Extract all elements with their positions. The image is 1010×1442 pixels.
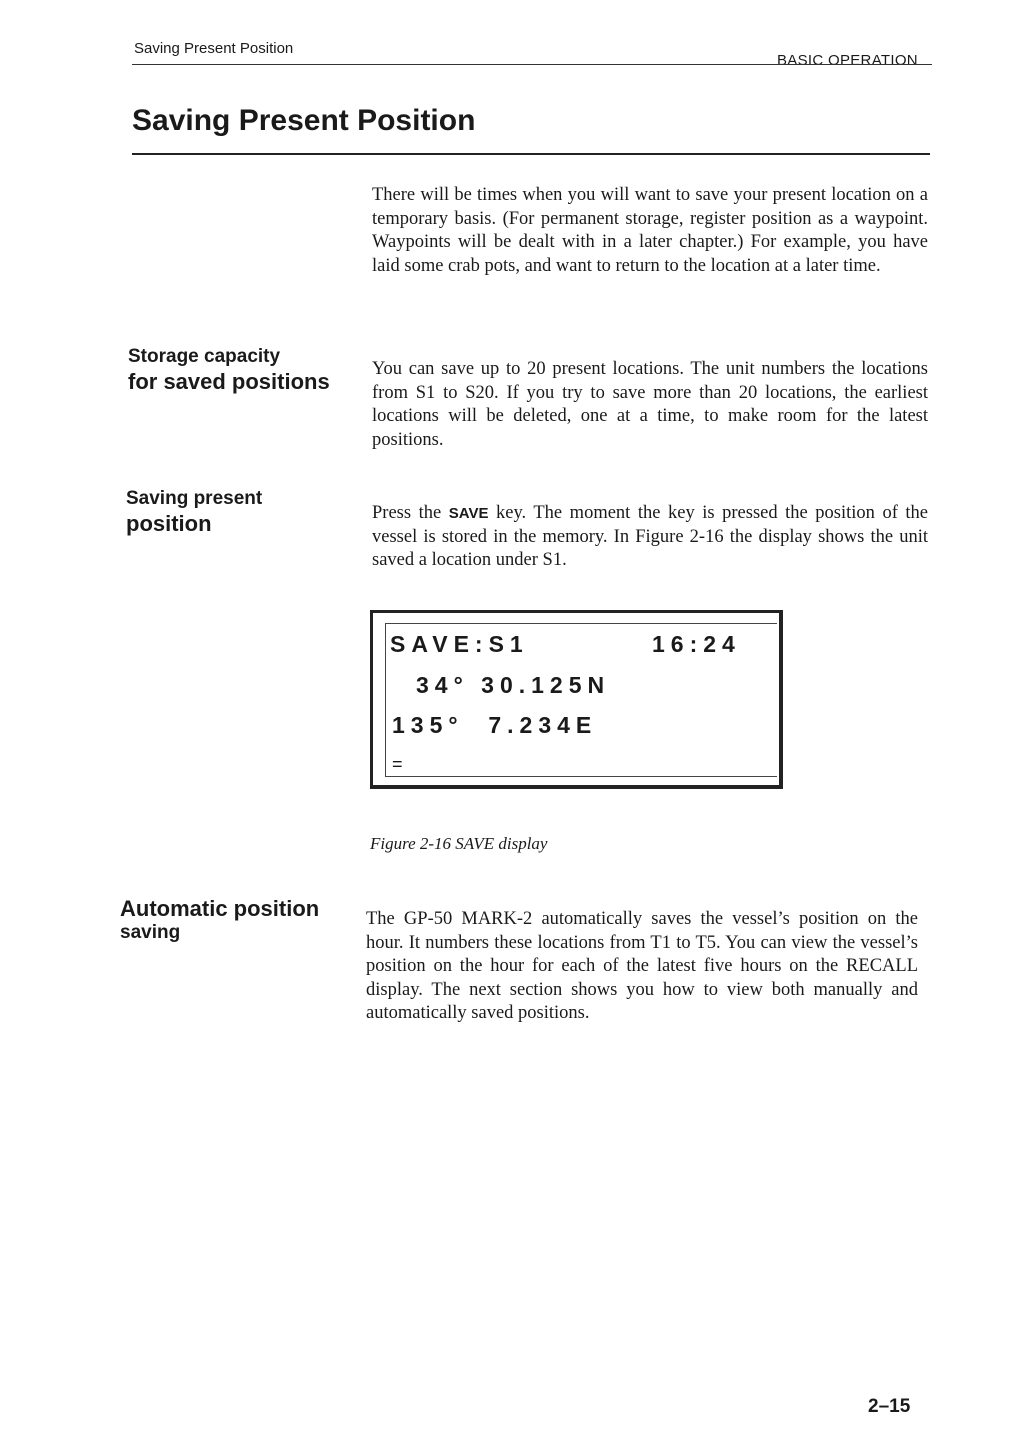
saving-present-position-paragraph bbox=[372, 502, 928, 573]
saving-present-position-heading bbox=[126, 488, 262, 537]
header-rule bbox=[132, 64, 932, 65]
figure-caption: Figure 2-16 SAVE display bbox=[370, 834, 548, 853]
page-number: 2–15 bbox=[868, 1396, 911, 1417]
save-display-figure bbox=[370, 610, 783, 789]
saving-heading-line1: Saving present bbox=[126, 488, 263, 509]
saving-body-pre: Press the bbox=[372, 503, 442, 523]
storage-capacity-heading bbox=[128, 346, 330, 395]
saving-heading-line2: position bbox=[126, 510, 212, 536]
lcd-status-mark: = bbox=[392, 754, 403, 774]
automatic-heading-line1: Automatic position bbox=[120, 896, 320, 921]
lcd-screen bbox=[385, 623, 777, 777]
running-header-right: BASIC OPERATION bbox=[777, 52, 918, 69]
lcd-latitude: 34° 30.125N bbox=[416, 672, 611, 698]
running-header-left: Saving Present Position bbox=[134, 40, 294, 57]
automatic-position-saving-paragraph: The GP-50 MARK-2 automatically saves the vessel’s position on the hour. It numbers these locations from T1 to T5. You can view the vessel’s position on the hour for each of the latest five hours on the RECALL display. The next section shows you how to view both manually and automatically saved positions. bbox=[366, 909, 918, 1023]
save-key-label: SAVE bbox=[448, 505, 489, 522]
storage-heading-line2: for saved positions bbox=[128, 368, 330, 394]
saving-body-post: key. The moment the key is pressed the position of the vessel is stored in the memory. In Figure 2-16 the display shows the unit saved a location under S1. bbox=[372, 503, 928, 570]
storage-heading-line1: Storage capacity bbox=[128, 346, 281, 367]
automatic-position-saving-heading bbox=[120, 896, 319, 945]
storage-capacity-paragraph: You can save up to 20 present locations. The unit numbers the locations from S1 to S20. If you try to save more than 20 locations, the earliest locations will be deleted, one at a time, to make room for the latest positions. bbox=[372, 359, 928, 450]
lcd-longitude: 135° 7.234E bbox=[392, 712, 598, 738]
lcd-save-label: SAVE:S1 bbox=[390, 631, 529, 657]
intro-paragraph: There will be times when you will want to save your present location on a temporary basis. (For permanent storage, register position as a waypoint. Waypoints will be dealt with in a later chapter.) For example, you have laid some crab pots, and want to return to the location at a later time. bbox=[372, 185, 928, 276]
automatic-heading-line2: saving bbox=[120, 922, 181, 944]
page-title: Saving Present Position bbox=[132, 104, 476, 137]
title-rule bbox=[132, 153, 930, 155]
lcd-clock: 16:24 bbox=[652, 631, 741, 657]
